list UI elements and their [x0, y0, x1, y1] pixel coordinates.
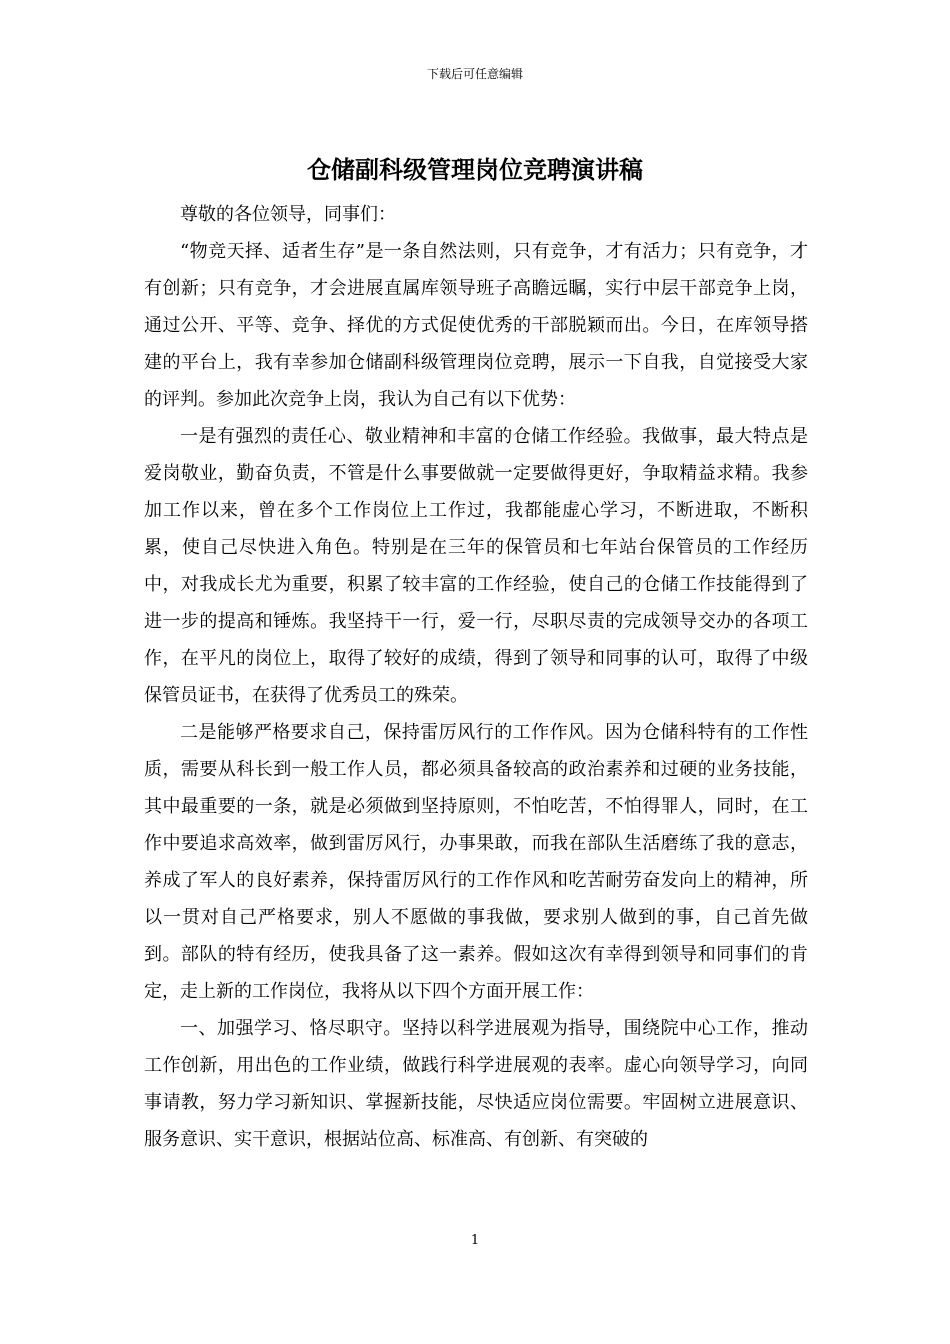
salutation-paragraph: 尊敬的各位领导，同事们： [180, 204, 396, 225]
advantage-two-paragraph: 二是能够严格要求自己，保持雷厉风行的工作作风。因为仓储科特有的工作性质，需要从科长到一般工作人员，都必须具备较高的政治素养和过硬的业务技能，其中最重要的一条，就是必须做到坚持原则，不怕吃苦，不怕得罪人，同时，在工作中要追求高效率，做到雷厉风行，办事果敢，而我在部队生活磨练了我的意志，养成了军人的良好素养，保持雷厉风行的工作作风和吃苦耐劳奋发向上的精神，所以一贯对自己严格要求，别人不愿做的事我做，要求别人做到的事，自己首先做到。部队的特有经历，使我具备了这一素养。假如这次有幸得到领导和同事们的肯定，走上新的工作岗位，我将从以下四个方面开展工作： [144, 722, 808, 1002]
page-number: 1 [470, 1233, 480, 1248]
document-body [144, 196, 808, 1158]
plan-one-paragraph: 一、加强学习、恪尽职守。坚持以科学进展观为指导，围绕院中心工作，推动工作创新，用出色的工作业绩，做践行科学进展观的表率。虚心向领导学习，向同事请教，努力学习新知识、掌握新技能，尽快适应岗位需要。牢固树立进展意识、服务意识、实干意识，根据站位高、标准高、有创新、有突破的 [144, 1018, 808, 1150]
intro-paragraph: “物竞天择、适者生存”是一条自然法则，只有竞争，才有活力；只有竞争，才有创新；只有竞争，才会进展直属库领导班子高瞻远瞩，实行中层干部竞争上岗，通过公开、平等、竞争、择优的方式促使优秀的干部脱颖而出。今日，在库领导搭建的平台上，我有幸参加仓储副科级管理岗位竞聘，展示一下自我，自觉接受大家的评判。参加此次竞争上岗，我认为自己有以下优势： [144, 241, 808, 410]
document-header-note: 下载后可任意编辑 [426, 67, 523, 81]
document-title: 仓储副科级管理岗位竞聘演讲稿 [307, 155, 643, 184]
advantage-one-paragraph: 一是有强烈的责任心、敬业精神和丰富的仓储工作经验。我做事，最大特点是爱岗敬业，勤奋负责，不管是什么事要做就一定要做得更好，争取精益求精。我参加工作以来，曾在多个工作岗位上工作过，我都能虚心学习，不断进取，不断积累，使自己尽快进入角色。特别是在三年的保管员和七年站台保管员的工作经历中，对我成长尤为重要，积累了较丰富的工作经验，使自己的仓储工作技能得到了进一步的提高和锤炼。我坚持干一行，爱一行，尽职尽责的完成领导交办的各项工作，在平凡的岗位上，取得了较好的成绩，得到了领导和同事的认可，取得了中级保管员证书，在获得了优秀员工的殊荣。 [144, 426, 808, 706]
